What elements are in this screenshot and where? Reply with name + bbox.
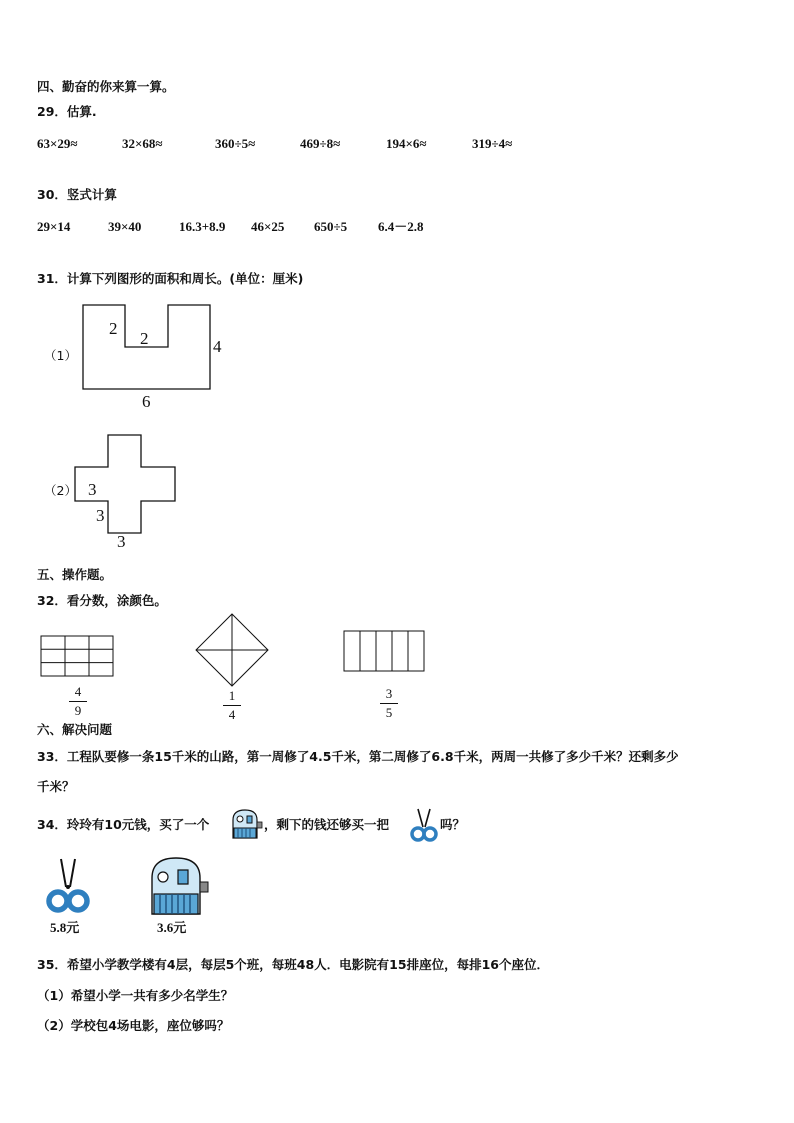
estimate-item-3: 360÷5≈ <box>215 136 256 151</box>
fraction-denominator: 4 <box>228 707 236 722</box>
estimate-item-4: 469÷8≈ <box>300 136 341 151</box>
fraction-bar <box>380 703 398 704</box>
vertical-calc-item-1: 29×14 <box>37 219 71 234</box>
fraction-numerator: 4 <box>74 684 82 699</box>
question-30-label: 30．竖式计算 <box>37 187 117 202</box>
figure-2-tag: （2） <box>44 483 77 498</box>
fraction-bar <box>223 705 241 706</box>
fraction-3-5 <box>379 687 399 720</box>
question-32-label: 32．看分数，涂颜色。 <box>37 593 167 608</box>
question-33-line-2: 千米？ <box>37 779 75 794</box>
question-35-line-1: 35．希望小学教学楼有4层，每层5个班，每班48人．电影院有15排座位，每排16个座位． <box>37 957 549 972</box>
fig1-dim-notch-width: 2 <box>140 329 149 348</box>
pencil-sharpener-icon <box>228 806 264 842</box>
fig1-dim-left-depth: 2 <box>109 319 118 338</box>
scissors-price: 5.8元 <box>50 920 80 935</box>
question-33-line-1: 33．工程队要修一条15千米的山路，第一周修了4.5千米，第二周修了6.8千米，两周一共修了多少千米？还剩多少 <box>37 749 679 764</box>
vertical-calc-item-2: 39×40 <box>108 219 142 234</box>
question-29-label: 29．估算. <box>37 104 97 119</box>
vertical-calc-item-6: 6.4－2.8 <box>378 219 424 234</box>
figure-1-tag: （1） <box>44 348 77 363</box>
fig1-dim-width: 6 <box>142 392 151 411</box>
question-31-label: 31．计算下列图形的面积和周长。(单位：厘米) <box>37 271 304 286</box>
fraction-bar <box>69 701 87 702</box>
fraction-numerator: 3 <box>385 686 393 701</box>
fraction-numerator: 1 <box>228 688 236 703</box>
question-35-sub-1: （1）希望小学一共有多少名学生？ <box>37 988 234 1003</box>
estimate-item-2: 32×68≈ <box>122 136 163 151</box>
strip-rectangle-figure <box>344 631 424 671</box>
sharpener-price: 3.6元 <box>157 920 187 935</box>
section-4-title: 四、勤奋的你来算一算。 <box>37 79 175 94</box>
question-34-part-1: 34．玲玲有10元钱，买了一个 <box>37 817 210 832</box>
section-5-title: 五、操作题。 <box>37 567 113 582</box>
fraction-denominator: 9 <box>74 703 82 718</box>
question-35-sub-2: （2）学校包4场电影，座位够吗？ <box>37 1018 230 1033</box>
estimate-item-6: 319÷4≈ <box>472 136 513 151</box>
diamond-figure <box>196 614 268 686</box>
grid-rectangle-figure <box>41 636 113 676</box>
scissors-icon <box>409 807 439 843</box>
vertical-calc-item-5: 650÷5 <box>314 219 348 234</box>
fig2-dim-side: 3 <box>96 506 105 525</box>
section-6-title: 六、解决问题 <box>37 722 113 737</box>
estimate-item-5: 194×6≈ <box>386 136 427 151</box>
estimate-item-1: 63×29≈ <box>37 136 78 151</box>
vertical-calc-item-4: 46×25 <box>251 219 285 234</box>
fig2-dim-bottom: 3 <box>117 532 126 551</box>
fraction-denominator: 5 <box>385 705 393 720</box>
scissors-product-icon <box>45 857 91 915</box>
sharpener-product-icon <box>148 856 210 916</box>
fig2-dim-arm: 3 <box>88 480 97 499</box>
fraction-1-4 <box>222 689 242 722</box>
question-34-part-2: ，剩下的钱还够买一把 <box>264 817 390 832</box>
vertical-calc-item-3: 16.3+8.9 <box>179 219 226 234</box>
fig1-dim-height: 4 <box>213 337 222 356</box>
question-34-part-3: 吗？ <box>440 817 466 832</box>
fraction-4-9 <box>68 685 88 718</box>
